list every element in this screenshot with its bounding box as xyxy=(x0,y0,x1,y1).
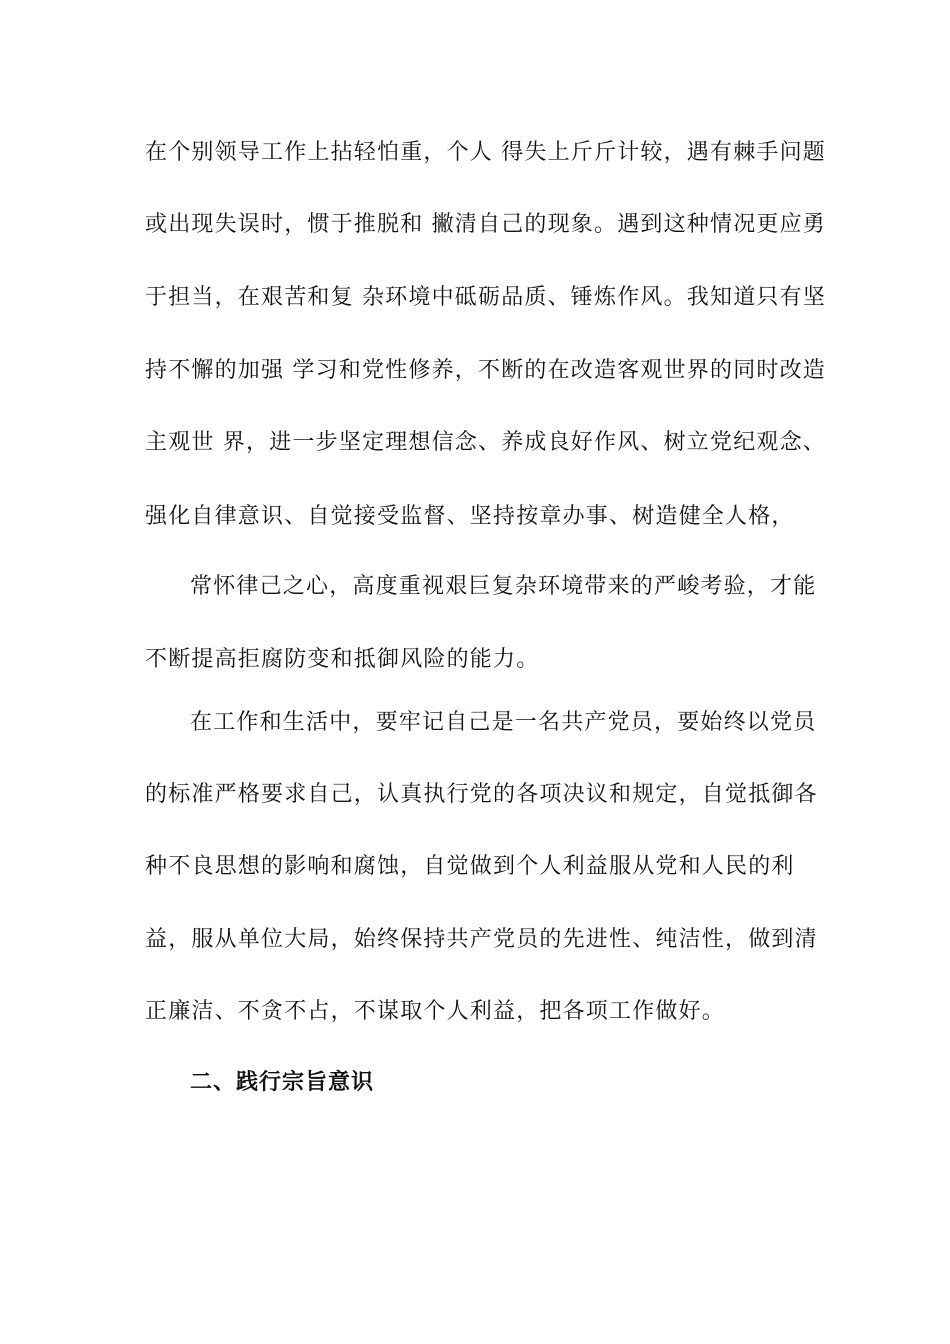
paragraph2-line2: 不断提高拒腐防变和抵御风险的能力。 xyxy=(145,647,540,672)
paragraph1-line4: 持不懈的加强 学习和党性修养，不断的在改造客观世界的同时改造 xyxy=(145,358,826,383)
paragraph1-line6: 强化自律意识、自觉接受监督、坚持按章办事、树造健全人格， xyxy=(145,504,795,529)
paragraph1-line3: 于担当，在艰苦和复 杂环境中砥砺品质、锤炼作风。我知道只有坚 xyxy=(145,285,826,310)
paragraph1-line1: 在个别领导工作上拈轻怕重，个人 得失上斤斤计较，遇有棘手问题 xyxy=(145,140,826,165)
paragraph1-line2: 或出现失误时，惯于推脱和 撇清自己的现象。遇到这种情况更应勇 xyxy=(145,212,826,237)
paragraph2-line1: 常怀律己之心，高度重视艰巨复杂环境带来的严峻考验，才能 xyxy=(190,574,817,599)
paragraph3-line5: 正廉洁、不贪不占，不谋取个人利益，把各项工作做好。 xyxy=(145,999,726,1024)
paragraph1-line5: 主观世 界，进一步坚定理想信念、养成良好作风、树立党纪观念、 xyxy=(145,430,826,455)
paragraph3-line2: 的标准严格要求自己，认真执行党的各项决议和规定，自觉抵御各 xyxy=(145,782,818,807)
paragraph3-line3: 种不良思想的影响和腐蚀，自觉做到个人利益服从党和人民的利 xyxy=(145,854,795,879)
section-heading: 二、践行宗旨意识 xyxy=(190,1070,375,1095)
paragraph3-line4: 益，服从单位大局，始终保持共产党员的先进性、纯洁性，做到清 xyxy=(145,927,818,952)
paragraph3-line1: 在工作和生活中，要牢记自己是一名共产党员，要始终以党员 xyxy=(190,710,817,735)
